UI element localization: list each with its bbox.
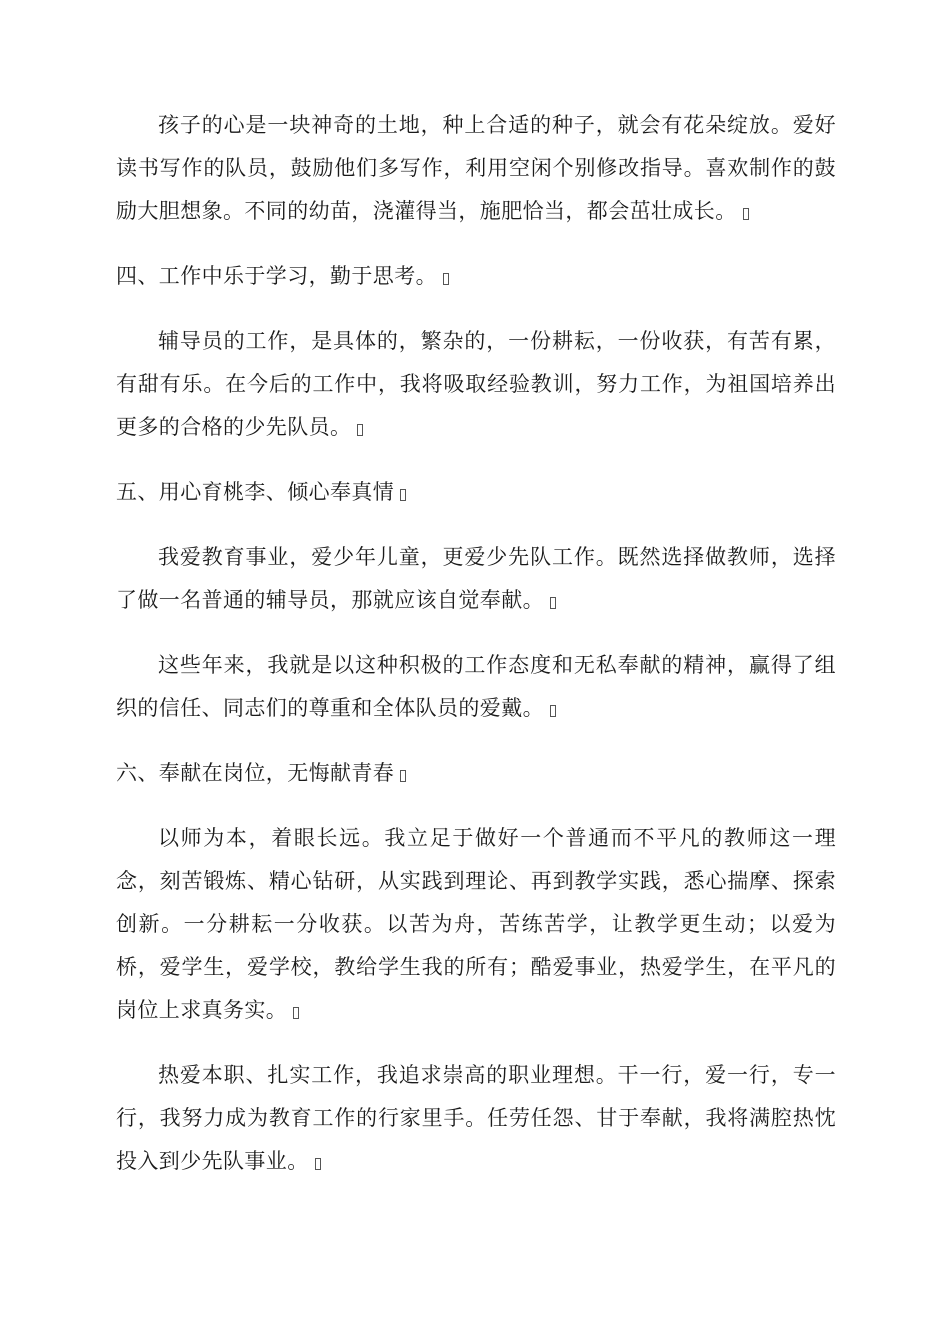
paragraph-text: 这些年来，我就是以这种积极的工作态度和无私奉献的精神，赢得了组织的信任、同志们的尊重和全体队员的爱戴。 [116,653,836,720]
heading-text: 四、工作中乐于学习，勤于思考。 [116,264,437,288]
paragraph-1 [116,104,836,233]
paragraph-text: 以师为本，着眼长远。我立足于做好一个普通而不平凡的教师这一理念，刻苦锻炼、精心钻研，从实践到理论、再到教学实践，悉心揣摩、探索创新。一分耕耘一分收获。以苦为舟，苦练苦学，让教学更生动；以爱为桥，爱学生，爱学校，教给学生我的所有；酷爱事业，热爱学生，在平凡的岗位上求真务实。 [116,826,836,1022]
section-heading-4 [116,255,836,298]
section-heading-6 [116,752,836,795]
document-body [116,104,836,1205]
paragraph-mark-icon [743,208,749,220]
paragraph-mark-icon [550,705,556,717]
paragraph-3 [116,536,836,622]
paragraph-5 [116,817,836,1032]
paragraph-text: 辅导员的工作，是具体的，繁杂的，一份耕耘，一份收获，有苦有累，有甜有乐。在今后的工作中，我将吸取经验教训，努力工作，为祖国培养出更多的合格的少先队员。 [116,329,836,439]
paragraph-mark-icon [443,273,449,285]
paragraph-mark-icon [400,770,406,782]
paragraph-mark-icon [315,1158,321,1170]
heading-text: 五、用心育桃李、倾心奉真情 [116,480,395,504]
paragraph-text: 我爱教育事业，爱少年儿童，更爱少先队工作。既然选择做教师，选择了做一名普通的辅导员，那就应该自觉奉献。 [116,545,836,612]
paragraph-mark-icon [400,489,406,501]
heading-text: 六、奉献在岗位，无悔献青春 [116,761,395,785]
paragraph-2 [116,320,836,449]
paragraph-4 [116,644,836,730]
paragraph-text: 热爱本职、扎实工作，我追求崇高的职业理想。干一行，爱一行，专一行，我努力成为教育工作的行家里手。任劳任怨、甘于奉献，我将满腔热忱投入到少先队事业。 [116,1063,836,1173]
paragraph-text: 孩子的心是一块神奇的土地，种上合适的种子，就会有花朵绽放。爱好读书写作的队员，鼓励他们多写作，利用空闲个别修改指导。喜欢制作的鼓励大胆想象。不同的幼苗，浇灌得当，施肥恰当，都会茁壮成长。 [116,113,836,223]
section-heading-5 [116,471,836,514]
paragraph-mark-icon [550,597,556,609]
paragraph-6 [116,1054,836,1183]
paragraph-mark-icon [357,424,363,436]
paragraph-mark-icon [293,1007,299,1019]
